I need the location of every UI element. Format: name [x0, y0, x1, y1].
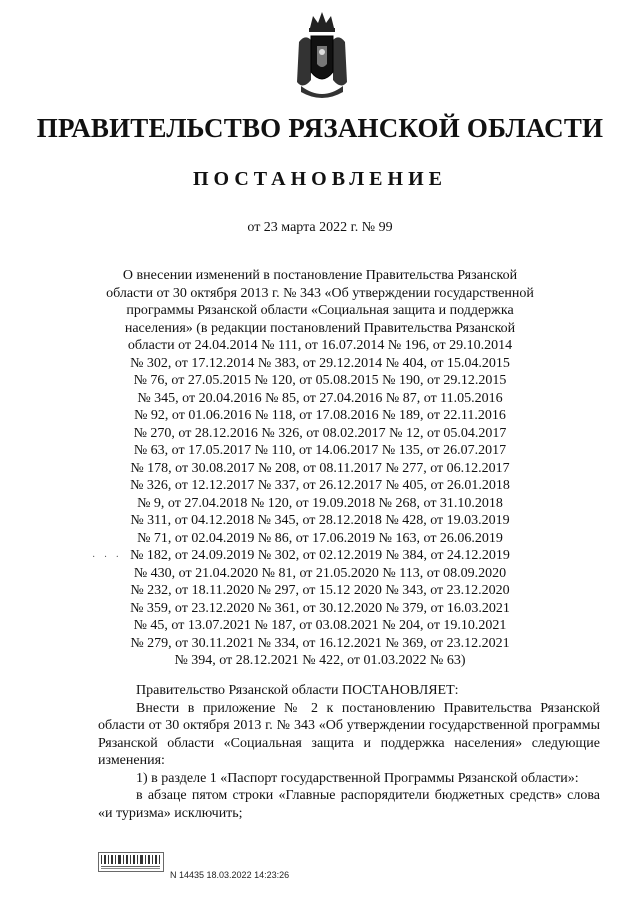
barcode-stamp	[98, 852, 164, 872]
subject-line: № 71, от 02.04.2019 № 86, от 17.06.2019 № 163, от 26.06.2019	[137, 530, 503, 546]
subject-line: № 63, от 17.05.2017 № 110, от 14.06.2017 № 135, от 26.07.2017	[133, 443, 507, 458]
document-type: ПОСТАНОВЛЕНИЕ	[193, 168, 447, 190]
coat-of-arms-emblem	[293, 10, 351, 102]
subject-line: № 359, от 23.12.2020 № 361, от 30.12.2020 № 379, от 16.03.2021	[130, 600, 510, 616]
subject-line: № 232, от 18.11.2020 № 297, от 15.12 2020 № 343, от 23.12.2020	[130, 583, 510, 598]
subject-line: программы Рязанской области «Социальная защита и поддержка	[126, 303, 514, 318]
subject-line: № 9, от 27.04.2018 № 120, от 19.09.2018 № 268, от 31.10.2018	[137, 495, 503, 511]
subject-line: № 270, от 28.12.2016 № 326, от 08.02.2017 № 12, от 05.04.2017	[133, 425, 507, 441]
subject-line: № 182, от 24.09.2019 № 302, от 02.12.2019 № 384, от 24.12.2019	[130, 548, 510, 563]
subject-line: № 394, от 28.12.2021 № 422, от 01.03.2022 № 63)	[174, 653, 466, 668]
government-title: ПРАВИТЕЛЬСТВО РЯЗАНСКОЙ ОБЛАСТИ	[36, 113, 604, 143]
subject-line: № 302, от 17.12.2014 № 383, от 29.12.2014 № 404, от 15.04.2015	[130, 355, 510, 371]
body-paragraph: 1) в разделе 1 «Паспорт государственной Программы Рязанской области»:	[136, 770, 579, 786]
body-paragraph: Внести в приложение № 2 к постановлению Правительства Рязанской области от 30 октября 2013 г. № 343 «Об утверждении государственной программы Рязанской области «Социальная защита и поддержка населения» следующие изменения:	[98, 700, 600, 768]
subject-line: № 76, от 27.05.2015 № 120, от 05.08.2015 № 190, от 29.12.2015	[133, 373, 507, 388]
subject-line: № 279, от 30.11.2021 № 334, от 16.12.2021 № 369, от 23.12.2021	[130, 635, 510, 651]
subject-line: О внесении изменений в постановление Правительства Рязанской	[122, 268, 518, 283]
document-body	[98, 682, 600, 822]
body-paragraph: в абзаце пятом строки «Главные распорядители бюджетных средств» слова «и туризма» исключить;	[98, 788, 600, 821]
scan-artifact-dots: · · ·	[92, 552, 122, 563]
subject-line: № 345, от 20.04.2016 № 85, от 27.04.2016 № 87, от 11.05.2016	[137, 390, 503, 406]
document-subject	[88, 267, 552, 670]
subject-line: области от 30 октября 2013 г. № 343 «Об утверждении государственной	[106, 285, 534, 301]
resolves-line: Правительство Рязанской области ПОСТАНОВЛЯЕТ:	[136, 683, 459, 698]
subject-line: населения» (в редакции постановлений Правительства Рязанской	[124, 320, 516, 336]
registration-mark: N 14435 18.03.2022 14:23:26	[170, 870, 290, 880]
subject-line: № 178, от 30.08.2017 № 208, от 08.11.2017 № 277, от 06.12.2017	[130, 460, 510, 476]
subject-line: № 311, от 04.12.2018 № 345, от 28.12.2018 № 428, от 19.03.2019	[130, 513, 510, 528]
subject-line: № 92, от 01.06.2016 № 118, от 17.08.2016 № 189, от 22.11.2016	[134, 408, 506, 423]
document-date-number: от 23 марта 2022 г. № 99	[247, 220, 393, 235]
subject-line: № 326, от 12.12.2017 № 337, от 26.12.2017 № 405, от 26.01.2018	[130, 478, 510, 493]
subject-line: № 430, от 21.04.2020 № 81, от 21.05.2020 № 113, от 08.09.2020	[133, 565, 507, 581]
subject-line: области от 24.04.2014 № 111, от 16.07.2014 № 196, от 29.10.2014	[127, 338, 513, 353]
subject-line: № 45, от 13.07.2021 № 187, от 03.08.2021 № 204, от 19.10.2021	[133, 618, 507, 633]
